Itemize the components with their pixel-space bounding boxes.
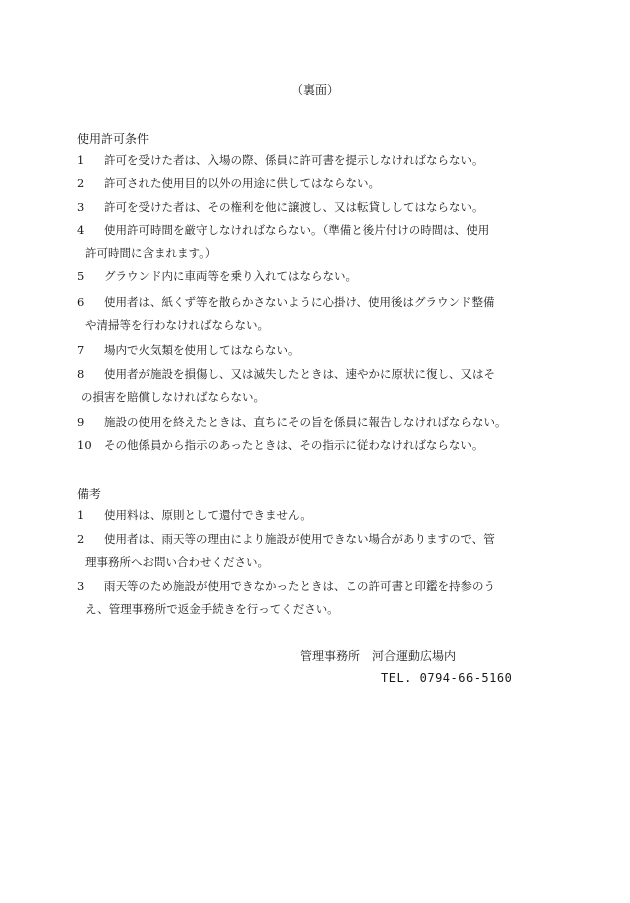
remark-item-3: [77, 575, 567, 621]
item-text-continued: え、管理事務所で返金手続きを行ってください。: [85, 602, 339, 616]
condition-item-1: [77, 149, 567, 172]
item-text: 許可を受けた者は、入場の際、係員に許可書を提示しなければならない。: [104, 153, 484, 167]
item-number: 2: [77, 532, 85, 546]
item-number: 10: [77, 438, 92, 452]
item-text-continued: の損害を賠償しなければならない。: [81, 390, 265, 404]
item-text: 使用者は、雨天等の理由により施設が使用できない場合がありますので、管: [104, 532, 495, 546]
item-text: 許可を受けた者は、その権利を他に譲渡し、又は転貸ししてはならない。: [104, 200, 484, 214]
item-number: 8: [77, 367, 85, 381]
item-text: 雨天等のため施設が使用できなかったときは、この許可書と印鑑を持参のう: [104, 579, 495, 593]
item-number: 3: [77, 200, 85, 214]
item-text: 使用者が施設を損傷し、又は滅失したときは、速やかに原状に復し、又はそ: [104, 367, 495, 381]
condition-item-2: [77, 172, 567, 195]
page-title: （裏面）: [290, 83, 339, 97]
item-text: その他係員から指示のあったときは、その指示に従わなければならない。: [104, 438, 484, 452]
item-number: 6: [77, 295, 85, 309]
condition-item-6: [77, 291, 567, 337]
remarks-heading: 備考: [77, 487, 102, 501]
condition-item-7: [77, 339, 567, 362]
condition-item-9: [77, 411, 567, 434]
item-number: 5: [77, 269, 85, 283]
phone-number: TEL. 0794-66-5160: [381, 671, 513, 685]
item-text: 使用料は、原則として還付できません。: [104, 508, 312, 522]
item-text: 使用許可時間を厳守しなければならない。（準備と後片付けの時間は、使用: [104, 223, 490, 237]
conditions-heading: 使用許可条件: [77, 132, 150, 146]
condition-item-4: [77, 219, 567, 265]
item-text: 使用者は、紙くず等を散らかさないように心掛け、使用後はグラウンド整備: [104, 295, 495, 309]
item-text: 場内で火気類を使用してはならない。: [104, 343, 300, 357]
remark-item-2: [77, 528, 567, 574]
condition-item-3: [77, 196, 567, 219]
item-number: 2: [77, 176, 85, 190]
condition-item-5: [77, 265, 567, 288]
item-number: 3: [77, 579, 85, 593]
item-text: グラウンド内に車両等を乗り入れてはならない。: [104, 269, 357, 283]
item-text: 施設の使用を終えたときは、直ちにその旨を係員に報告しなければならない。: [104, 415, 507, 429]
item-number: 4: [77, 223, 85, 237]
item-number: 1: [77, 153, 85, 167]
condition-item-8: [77, 363, 567, 409]
condition-item-10: [77, 434, 567, 457]
remark-item-1: [77, 504, 567, 527]
item-text-continued: 許可時間に含まれます。）: [85, 246, 217, 260]
item-number: 1: [77, 508, 85, 522]
office-name: 管理事務所 河合運動広場内: [300, 649, 457, 663]
item-number: 9: [77, 415, 85, 429]
item-number: 7: [77, 343, 85, 357]
item-text-continued: や清掃等を行わなければならない。: [85, 318, 269, 332]
item-text: 許可された使用目的以外の用途に供してはならない。: [104, 176, 380, 190]
item-text-continued: 理事務所へお問い合わせください。: [85, 555, 269, 569]
